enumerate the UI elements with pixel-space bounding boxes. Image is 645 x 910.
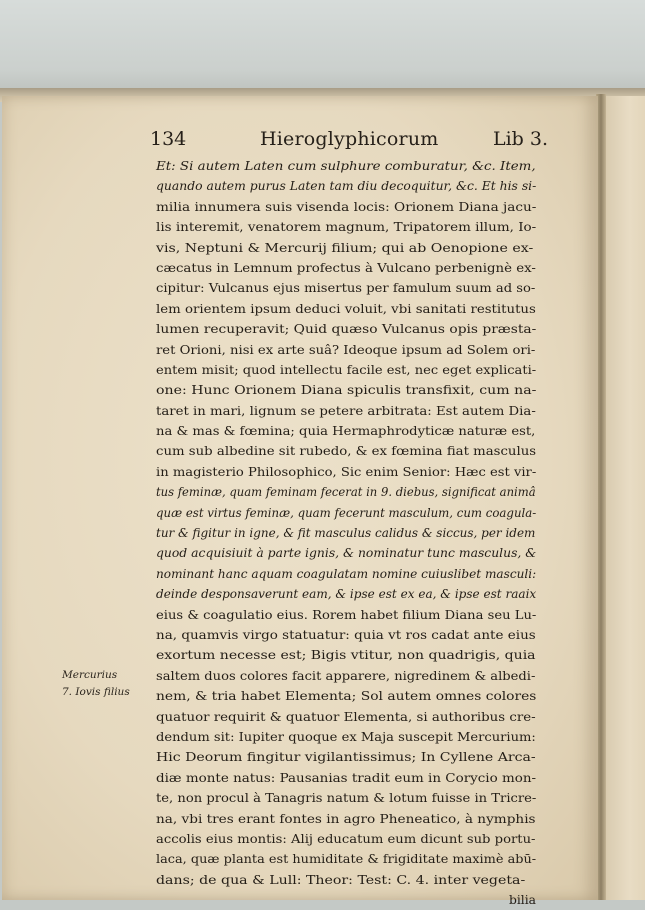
text-line: vis, Neptuni & Mercurij filium; qui ab Oenopione ex- bbox=[156, 240, 534, 255]
text-line: nem, & tria habet Elementa; Sol autem omnes colores bbox=[156, 689, 537, 704]
text-line: saltem duos colores facit apparere, nigredinem & albedi- bbox=[156, 668, 536, 683]
margin-note-line: Mercurius bbox=[62, 669, 118, 681]
body-text bbox=[156, 156, 536, 910]
text-line: quod acquisiuit à parte ignis, & nominatur tunc masculus, & bbox=[156, 546, 537, 561]
text-line: one: Hunc Orionem Diana spiculis transfixit, cum na- bbox=[156, 383, 537, 398]
text-line: accolis eius montis: Alij educatum eum dicunt sub portu- bbox=[156, 831, 536, 846]
text-line: deinde desponsaverunt eam, & ipse est ex ea, & ipse est raaix bbox=[156, 587, 537, 602]
text-line: lem orientem ipsum deduci voluit, vbi sanitati restitutus bbox=[156, 301, 536, 316]
text-line: quatuor requirit & quatuor Elementa, si authoribus cre- bbox=[156, 709, 536, 724]
text-line: taret in mari, lignum se petere arbitrata: Est autem Dia- bbox=[156, 403, 536, 418]
background-surface bbox=[0, 0, 645, 100]
page-header bbox=[150, 128, 548, 156]
margin-note-line: 7. Iovis filius bbox=[62, 686, 130, 698]
running-title: Hieroglyphicorum bbox=[260, 128, 439, 150]
text-line: eius & coagulatio eius. Rorem habet filium Diana seu Lu- bbox=[156, 607, 537, 622]
text-line: bilia bbox=[508, 893, 536, 908]
text-line: cipitur: Vulcanus ejus misertus per famulum suum ad so- bbox=[156, 281, 536, 296]
text-line: tus feminæ, quam feminam fecerat in 9. diebus, significat animâ bbox=[156, 485, 536, 500]
text-line: na & mas & fœmina; quia Hermaphrodyticæ naturæ est, bbox=[156, 424, 536, 439]
text-line: in magisterio Philosophico, Sic enim Senior: Hæc est vir- bbox=[156, 464, 537, 479]
text-line: Hic Deorum fingitur vigilantissimus; In Cyllene Arca- bbox=[156, 750, 536, 765]
text-line: milia innumera suis visenda locis: Orionem Diana jacu- bbox=[156, 199, 537, 214]
text-line: na, quamvis virgo statuatur: quia vt ros cadat ante eius bbox=[156, 627, 536, 642]
text-line: lumen recuperavit; Quid quæso Vulcanus opis præsta- bbox=[156, 322, 537, 337]
text-line: nominant hanc aquam coagulatam nomine cuiuslibet masculi: bbox=[156, 566, 537, 581]
book-label: Lib 3. bbox=[492, 128, 548, 150]
text-line: quando autem purus Laten tam diu decoquitur, &c. Et his si- bbox=[156, 179, 537, 194]
text-line: cum sub albedine sit rubedo, & ex fœmina fiat masculus bbox=[156, 444, 537, 459]
text-line: quæ est virtus feminæ, quam fecerunt masculum, cum coagula- bbox=[156, 505, 537, 520]
text-line: laca, quæ planta est humiditate & frigiditate maximè abū- bbox=[156, 852, 537, 867]
text-line: dendum sit: Iupiter quoque ex Maja suscepit Mercurium: bbox=[156, 729, 536, 744]
facing-page-edge bbox=[606, 96, 645, 900]
text-line: te, non procul à Tanagris natum & lotum fuisse in Tricre- bbox=[156, 791, 537, 806]
text-line: lis interemit, venatorem magnum, Tripatorem illum, Io- bbox=[156, 220, 537, 235]
text-line: tur & figitur in igne, & fit masculus calidus & siccus, per idem bbox=[156, 526, 536, 541]
text-line: dans; de qua & Lull: Theor: Test: C. 4. inter vegeta- bbox=[156, 872, 526, 887]
text-line: entem misit; quod intellectu facile est, nec eget explicati- bbox=[156, 362, 537, 377]
text-line: cæcatus in Lemnum profectus à Vulcano perbenignè ex- bbox=[156, 260, 536, 275]
page-number: 134 bbox=[150, 128, 187, 150]
text-line: exortum necesse est; Bigis vtitur, non quadrigis, quia bbox=[156, 648, 536, 663]
text-line: ret Orioni, nisi ex arte suâ? Ideoque ipsum ad Solem ori- bbox=[156, 342, 536, 357]
margin-note bbox=[62, 667, 158, 701]
text-line: diæ monte natus: Pausanias tradit eum in Corycio mon- bbox=[156, 770, 537, 785]
text-line: Et: Si autem Laten cum sulphure comburatur, &c. Item, bbox=[156, 159, 536, 173]
text-line: na, vbi tres erant fontes in agro Pheneatico, à nymphis bbox=[156, 811, 536, 826]
